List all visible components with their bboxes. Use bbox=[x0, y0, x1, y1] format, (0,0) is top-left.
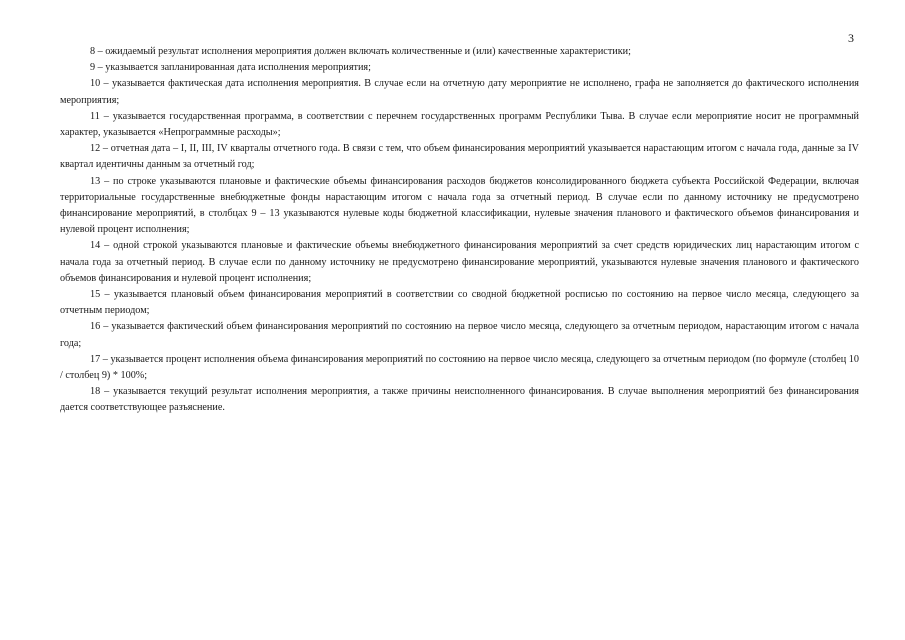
paragraph-col-14: 14 – одной строкой указываются плановые и фактические объемы внебюджетного финансирования мероприятий за счет средств юридических лиц нарастающим итогом с начала года за отчетный период. В случае если по данному источнику не предусмотрено финансирование мероприятий, указываются нулевые значения планового и фактического объемов финансирования и нулевой процент исполнения; bbox=[60, 240, 859, 284]
paragraph-col-18: 18 – указывается текущий результат исполнения мероприятия, а также причины неисполненного финансирования. В случае выполнения мероприятий без финансирования дается соответствующее разъяснение. bbox=[60, 386, 859, 414]
document-body bbox=[60, 44, 859, 417]
paragraph-col-11: 11 – указывается государственная программа, в соответствии с перечнем государственных программ Республики Тыва. В случае если мероприятие носит не программный характер, указывается «Непрограммные расходы»; bbox=[60, 110, 859, 139]
paragraph-col-16: 16 – указывается фактический объем финансирования мероприятий по состоянию на первое число месяца, следующего за отчетным периодом, нарастающим итогом с начала года; bbox=[60, 321, 859, 349]
page-number: 3 bbox=[848, 31, 854, 45]
paragraph-col-12: 12 – отчетная дата – I, II, III, IV кварталы отчетного года. В связи с тем, что объем финансирования мероприятий указывается нарастающим итогом с начала года, данные за IV квартал идентичны данным за отчетный год; bbox=[60, 143, 859, 171]
paragraph-col-17: 17 – указывается процент исполнения объема финансирования мероприятий по состоянию на первое число месяца, следующего за отчетным периодом (по формуле (столбец 10 / столбец 9) * 100%; bbox=[60, 353, 859, 382]
paragraph-col-13: 13 – по строке указываются плановые и фактические объемы финансирования расходов бюджетов консолидированного бюджета субъекта Российской Федерации, включая территориальные государственные внебюджетные фонды нарастающим итогом с начала года за отчетный период. В случае если по данному источнику не предусмотрено финансирование мероприятий, в столбцах 9 – 13 указываются нулевые коды бюджетной классификации, нулевые значения планового и фактического объемов финансирования и нулевой процент исполнения; bbox=[60, 175, 859, 236]
paragraph-col-9: 9 – указывается запланированная дата исполнения мероприятия; bbox=[90, 62, 371, 74]
paragraph-col-8: 8 – ожидаемый результат исполнения мероприятия должен включать количественные и (или) качественные характеристики; bbox=[90, 46, 631, 57]
paragraph-col-15: 15 – указывается плановый объем финансирования мероприятий в соответствии со сводной бюджетной росписью по состоянию на первое число месяца, следующего за отчетным периодом; bbox=[60, 289, 859, 317]
paragraph-col-10: 10 – указывается фактическая дата исполнения мероприятия. В случае если на отчетную дату мероприятие не исполнено, графа не заполняется до фактического исполнения мероприятия; bbox=[60, 78, 859, 106]
